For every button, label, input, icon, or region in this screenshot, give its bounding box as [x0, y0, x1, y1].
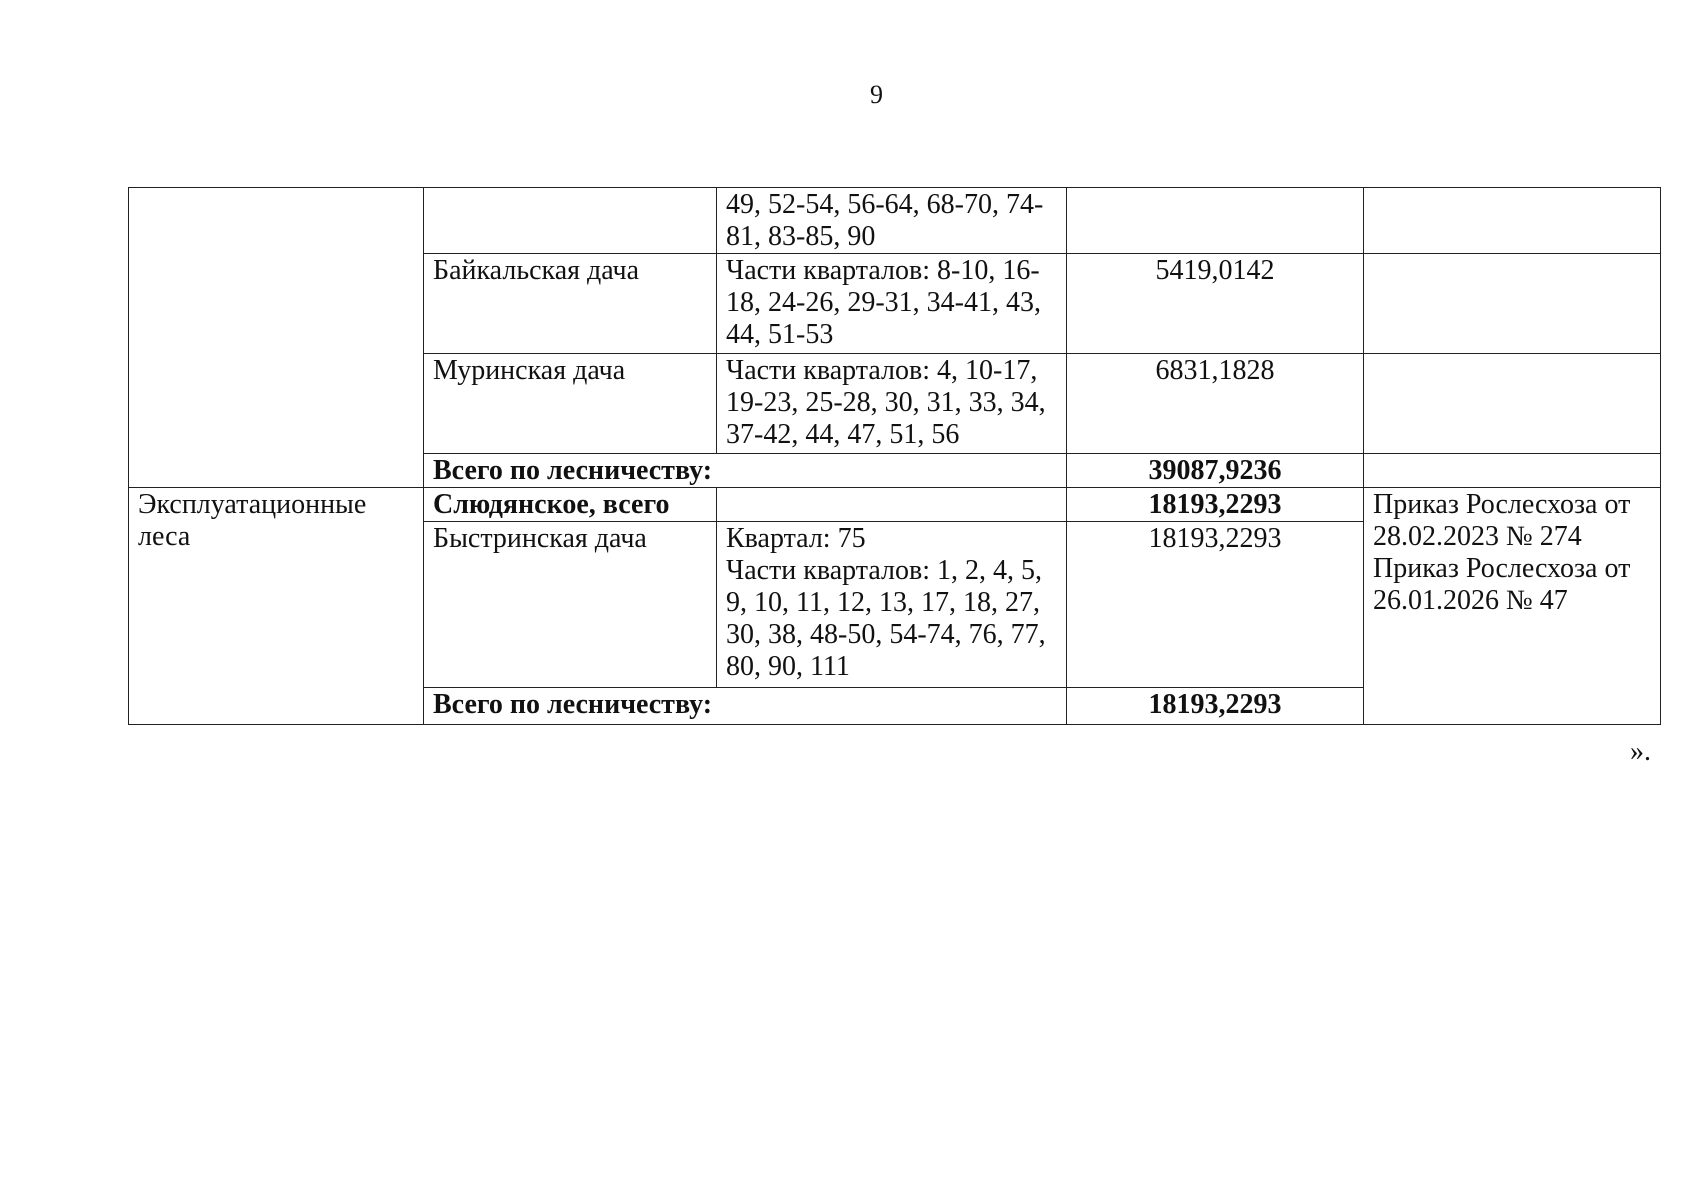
table-row [129, 488, 1661, 522]
kvartaly-cell: Части кварталов: 8-10, 16-18, 24-26, 29-31, 34-41, 43, 44, 51-53 [717, 254, 1067, 354]
kvartaly-parts: Части кварталов: 1, 2, 4, 5, 9, 10, 11, 12, 13, 17, 18, 27, 30, 38, 48-50, 54-74, 76, 77, 80, 90, 111 [726, 555, 1046, 682]
kvartaly-cell: Части кварталов: 4, 10-17, 19-23, 25-28, 30, 31, 33, 34, 37-42, 44, 47, 51, 56 [717, 354, 1067, 454]
total-area-cell: 39087,9236 [1067, 454, 1364, 488]
dacha-cell: Быстринская дача [424, 522, 717, 688]
area-cell: 18193,2293 [1067, 522, 1364, 688]
kvartaly-cell-empty [717, 488, 1067, 522]
kvartaly-cell: 49, 52-54, 56-64, 68-70, 74-81, 83-85, 90 [717, 188, 1067, 254]
closing-quote: ». [1630, 736, 1651, 767]
table-row [129, 188, 1661, 254]
area-cell [1067, 188, 1364, 254]
forestry-label-cell: Слюдянское, всего [424, 488, 717, 522]
area-cell: 5419,0142 [1067, 254, 1364, 354]
order-cell [1364, 454, 1661, 488]
order-cell [1364, 354, 1661, 454]
forest-area-table [128, 187, 1661, 725]
order-cell [1364, 488, 1661, 725]
area-cell: 6831,1828 [1067, 354, 1364, 454]
kvartal-line: Квартал: 75 [726, 523, 866, 554]
order-cell [1364, 254, 1661, 354]
dacha-cell: Муринская дача [424, 354, 717, 454]
total-area-cell: 18193,2293 [1067, 688, 1364, 725]
category-cell: Эксплуатационные леса [129, 488, 424, 725]
forestry-area-cell: 18193,2293 [1067, 488, 1364, 522]
kvartaly-cell [717, 522, 1067, 688]
order-line: Приказ Рослесхоза от 26.01.2026 № 47 [1373, 553, 1631, 616]
total-label-cell: Всего по лесничеству: [424, 454, 1067, 488]
order-line: Приказ Рослесхоза от 28.02.2023 № 274 [1373, 489, 1631, 552]
total-label-cell: Всего по лесничеству: [424, 688, 1067, 725]
dacha-cell [424, 188, 717, 254]
page-number: 9 [870, 80, 883, 109]
order-cell [1364, 188, 1661, 254]
category-cell-empty [129, 188, 424, 488]
dacha-cell: Байкальская дача [424, 254, 717, 354]
